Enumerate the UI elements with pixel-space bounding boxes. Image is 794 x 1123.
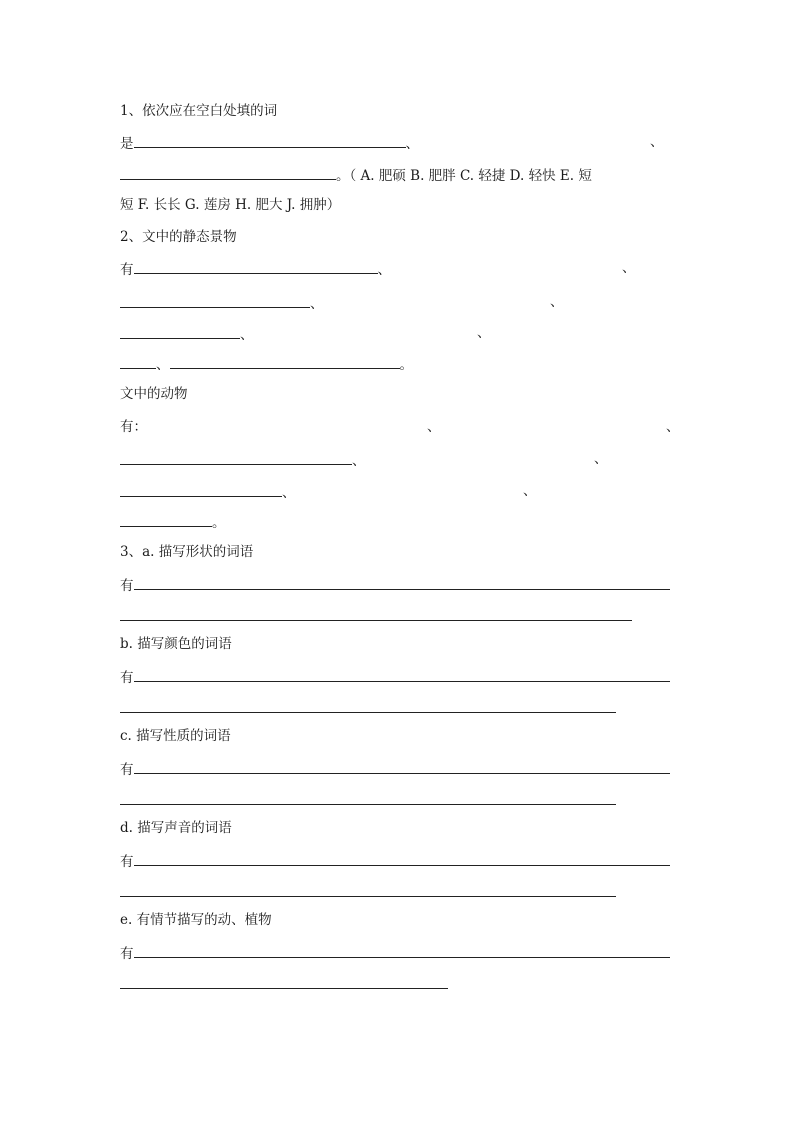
blank[interactable] [134, 259, 378, 274]
q3d-line-2 [120, 882, 616, 902]
q1-choices: （ A. 肥硕 B. 肥胖 C. 轻捷 D. 轻快 E. 短 [349, 168, 592, 184]
q3e-line-1 [120, 943, 670, 963]
blank[interactable] [120, 324, 240, 339]
q2-line-3 [120, 324, 254, 344]
q2-animals-line-2 [120, 450, 366, 470]
q3-lead: 有 [120, 854, 134, 870]
separator: 、 [477, 325, 491, 341]
q3d-line-1 [120, 851, 670, 871]
period: 。 [336, 168, 350, 184]
q1-line-1 [120, 133, 419, 153]
blank[interactable] [134, 575, 670, 590]
separator: 、 [156, 357, 170, 373]
blank[interactable] [120, 606, 632, 621]
blank[interactable] [120, 293, 310, 308]
period: 。 [399, 357, 413, 373]
blank[interactable] [170, 354, 400, 369]
blank[interactable] [120, 974, 448, 989]
separator: 、 [282, 485, 296, 501]
blank[interactable] [134, 759, 670, 774]
blank[interactable] [120, 882, 616, 897]
q1-lead: 是 [120, 136, 134, 152]
q2-lead: 有 [120, 262, 134, 278]
q3-lead: 有 [120, 946, 134, 962]
separator: 、 [666, 419, 680, 435]
q3e-title: e. 有情节描写的动、植物 [120, 912, 272, 928]
q2-title: 2、文中的静态景物 [120, 229, 237, 245]
separator: 、 [377, 262, 391, 278]
q2-animals-lead: 有： [120, 419, 147, 435]
q3-lead: 有 [120, 762, 134, 778]
separator: 、 [550, 294, 564, 310]
q2-animals-title: 文中的动物 [120, 386, 188, 402]
q2-line-4 [120, 354, 413, 374]
blank[interactable] [134, 851, 670, 866]
separator: 、 [352, 453, 366, 469]
q2-line-2 [120, 293, 324, 313]
blank[interactable] [134, 133, 406, 148]
q3c-title: c. 描写性质的词语 [120, 728, 231, 744]
q2-animals-line-3 [120, 482, 296, 502]
q3a-line-2 [120, 606, 632, 626]
separator: 、 [523, 483, 537, 499]
q3a-line-1 [120, 575, 670, 595]
blank[interactable] [120, 354, 156, 369]
separator: 、 [594, 451, 608, 467]
q3e-line-2 [120, 974, 448, 994]
q3b-title: b. 描写颜色的词语 [120, 636, 232, 652]
separator: 、 [427, 419, 441, 435]
q3d-title: d. 描写声音的词语 [120, 820, 232, 836]
blank[interactable] [134, 667, 670, 682]
q1-title: 1、依次应在空白处填的词 [120, 103, 278, 119]
separator: 、 [240, 327, 254, 343]
separator: 、 [622, 260, 636, 276]
q3-lead: 有 [120, 578, 134, 594]
blank[interactable] [134, 943, 670, 958]
q3b-line-1 [120, 667, 670, 687]
blank[interactable] [120, 512, 212, 527]
q1-line-2 [120, 165, 592, 185]
q3c-line-2 [120, 790, 616, 810]
q3b-line-2 [120, 698, 616, 718]
q2-animals-line-4 [120, 512, 226, 532]
q3c-line-1 [120, 759, 670, 779]
blank[interactable] [120, 790, 616, 805]
q2-line-1 [120, 259, 391, 279]
period: 。 [212, 515, 226, 531]
separator: 、 [310, 296, 324, 312]
q3a-title: 3、a. 描写形状的词语 [120, 544, 254, 560]
q1-choices-cont: 短 F. 长长 G. 莲房 H. 肥大 J. 拥肿） [120, 197, 341, 213]
separator: 、 [650, 134, 664, 150]
blank[interactable] [120, 450, 352, 465]
blank[interactable] [120, 482, 282, 497]
blank[interactable] [120, 165, 336, 180]
separator: 、 [405, 136, 419, 152]
q3-lead: 有 [120, 670, 134, 686]
blank[interactable] [120, 698, 616, 713]
